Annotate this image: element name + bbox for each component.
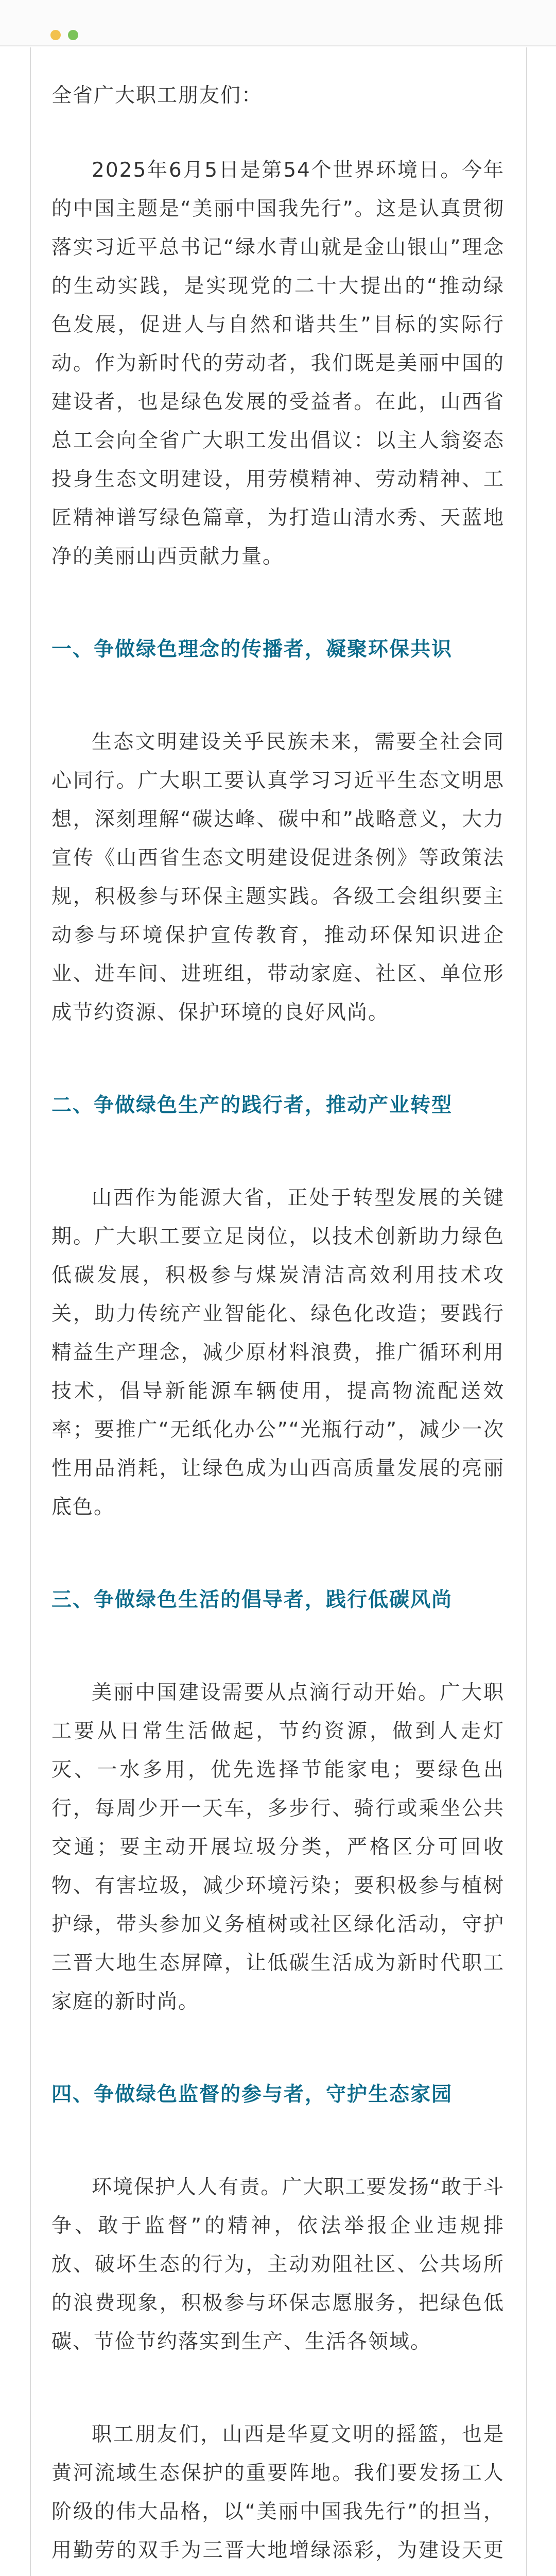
letter-body (51, 76, 505, 2576)
decorative-dots (50, 30, 78, 40)
section-body-3: 美丽中国建设需要从点滴行动开始。广大职工要从日常生活做起，节约资源，做到人走灯灭、一水多用，优先选择节能家电；要绿色出行，每周少开一天车，多步行、骑行或乘坐公共交通；要主动开展垃圾分类，严格区分可回收物、有害垃圾，减少环境污染；要积极参与植树护绿，带头参加义务植树或社区绿化活动，守护三晋大地生态屏障，让低碳生活成为新时代职工家庭的新时尚。 (51, 1681, 505, 2013)
section-body-4: 环境保护人人有责。广大职工要发扬“敢于斗争、敢于监督”的精神，依法举报企业违规排放、破坏生态的行为，主动劝阻社区、公共场所的浪费现象，积极参与环保志愿服务，把绿色低碳、节俭节约落实到生产、生活各领域。 (51, 2176, 505, 2353)
yellow-dot-icon (50, 30, 61, 40)
closing-paragraph: 职工朋友们，山西是华夏文明的摇篮，也是黄河流域生态保护的重要阵地。我们要发扬工人阶级的伟大品格，以“美丽中国我先行”的担当，用勤劳的双手为三晋大地增绿添彩，为建设天更 (51, 2423, 505, 2562)
section-body-2: 山西作为能源大省，正处于转型发展的关键期。广大职工要立足岗位，以技术创新助力绿色低碳发展，积极参与煤炭清洁高效利用技术攻关，助力传统产业智能化、绿色化改造；要践行精益生产理念，减少原材料浪费，推广循环利用技术，倡导新能源车辆使用，提高物流配送效率；要推广“无纸化办公”“光瓶行动”，减少一次性用品消耗，让绿色成为山西高质量发展的亮丽底色。 (51, 1187, 505, 1519)
section-heading-1: 一、争做绿色理念的传播者，凝聚环保共识 (51, 638, 453, 661)
decorative-header-band (0, 0, 556, 46)
section-heading-3: 三、争做绿色生活的倡导者，践行低碳风尚 (51, 1588, 453, 1612)
section-heading-2: 二、争做绿色生产的践行者，推动产业转型 (51, 1094, 453, 1117)
section-body-1: 生态文明建设关乎民族未来，需要全社会同心同行。广大职工要认真学习习近平生态文明思想，深刻理解“碳达峰、碳中和”战略意义，大力宣传《山西省生态文明建设促进条例》等政策法规，积极参与环保主题实践。各级工会组织要主动参与环境保护宣传教育，推动环保知识进企业、进车间、进班组，带动家庭、社区、单位形成节约资源、保护环境的良好风尚。 (51, 731, 505, 1024)
green-dot-icon (68, 30, 78, 40)
salutation: 全省广大职工朋友们： (51, 84, 263, 107)
section-heading-4: 四、争做绿色监督的参与者，守护生态家园 (51, 2083, 453, 2106)
intro-paragraph: 2025年6月5日是第54个世界环境日。今年的中国主题是“美丽中国我先行”。这是认真贯彻落实习近平总书记“绿水青山就是金山银山”理念的生动实践，是实现党的二十大提出的“推动绿色发展，促进人与自然和谐共生”目标的实际行动。作为新时代的劳动者，我们既是美丽中国的建设者，也是绿色发展的受益者。在此，山西省总工会向全省广大职工发出倡议：以主人翁姿态投身生态文明建设，用劳模精神、劳动精神、工匠精神谱写绿色篇章，为打造山清水秀、天蓝地净的美丽山西贡献力量。 (51, 159, 505, 568)
